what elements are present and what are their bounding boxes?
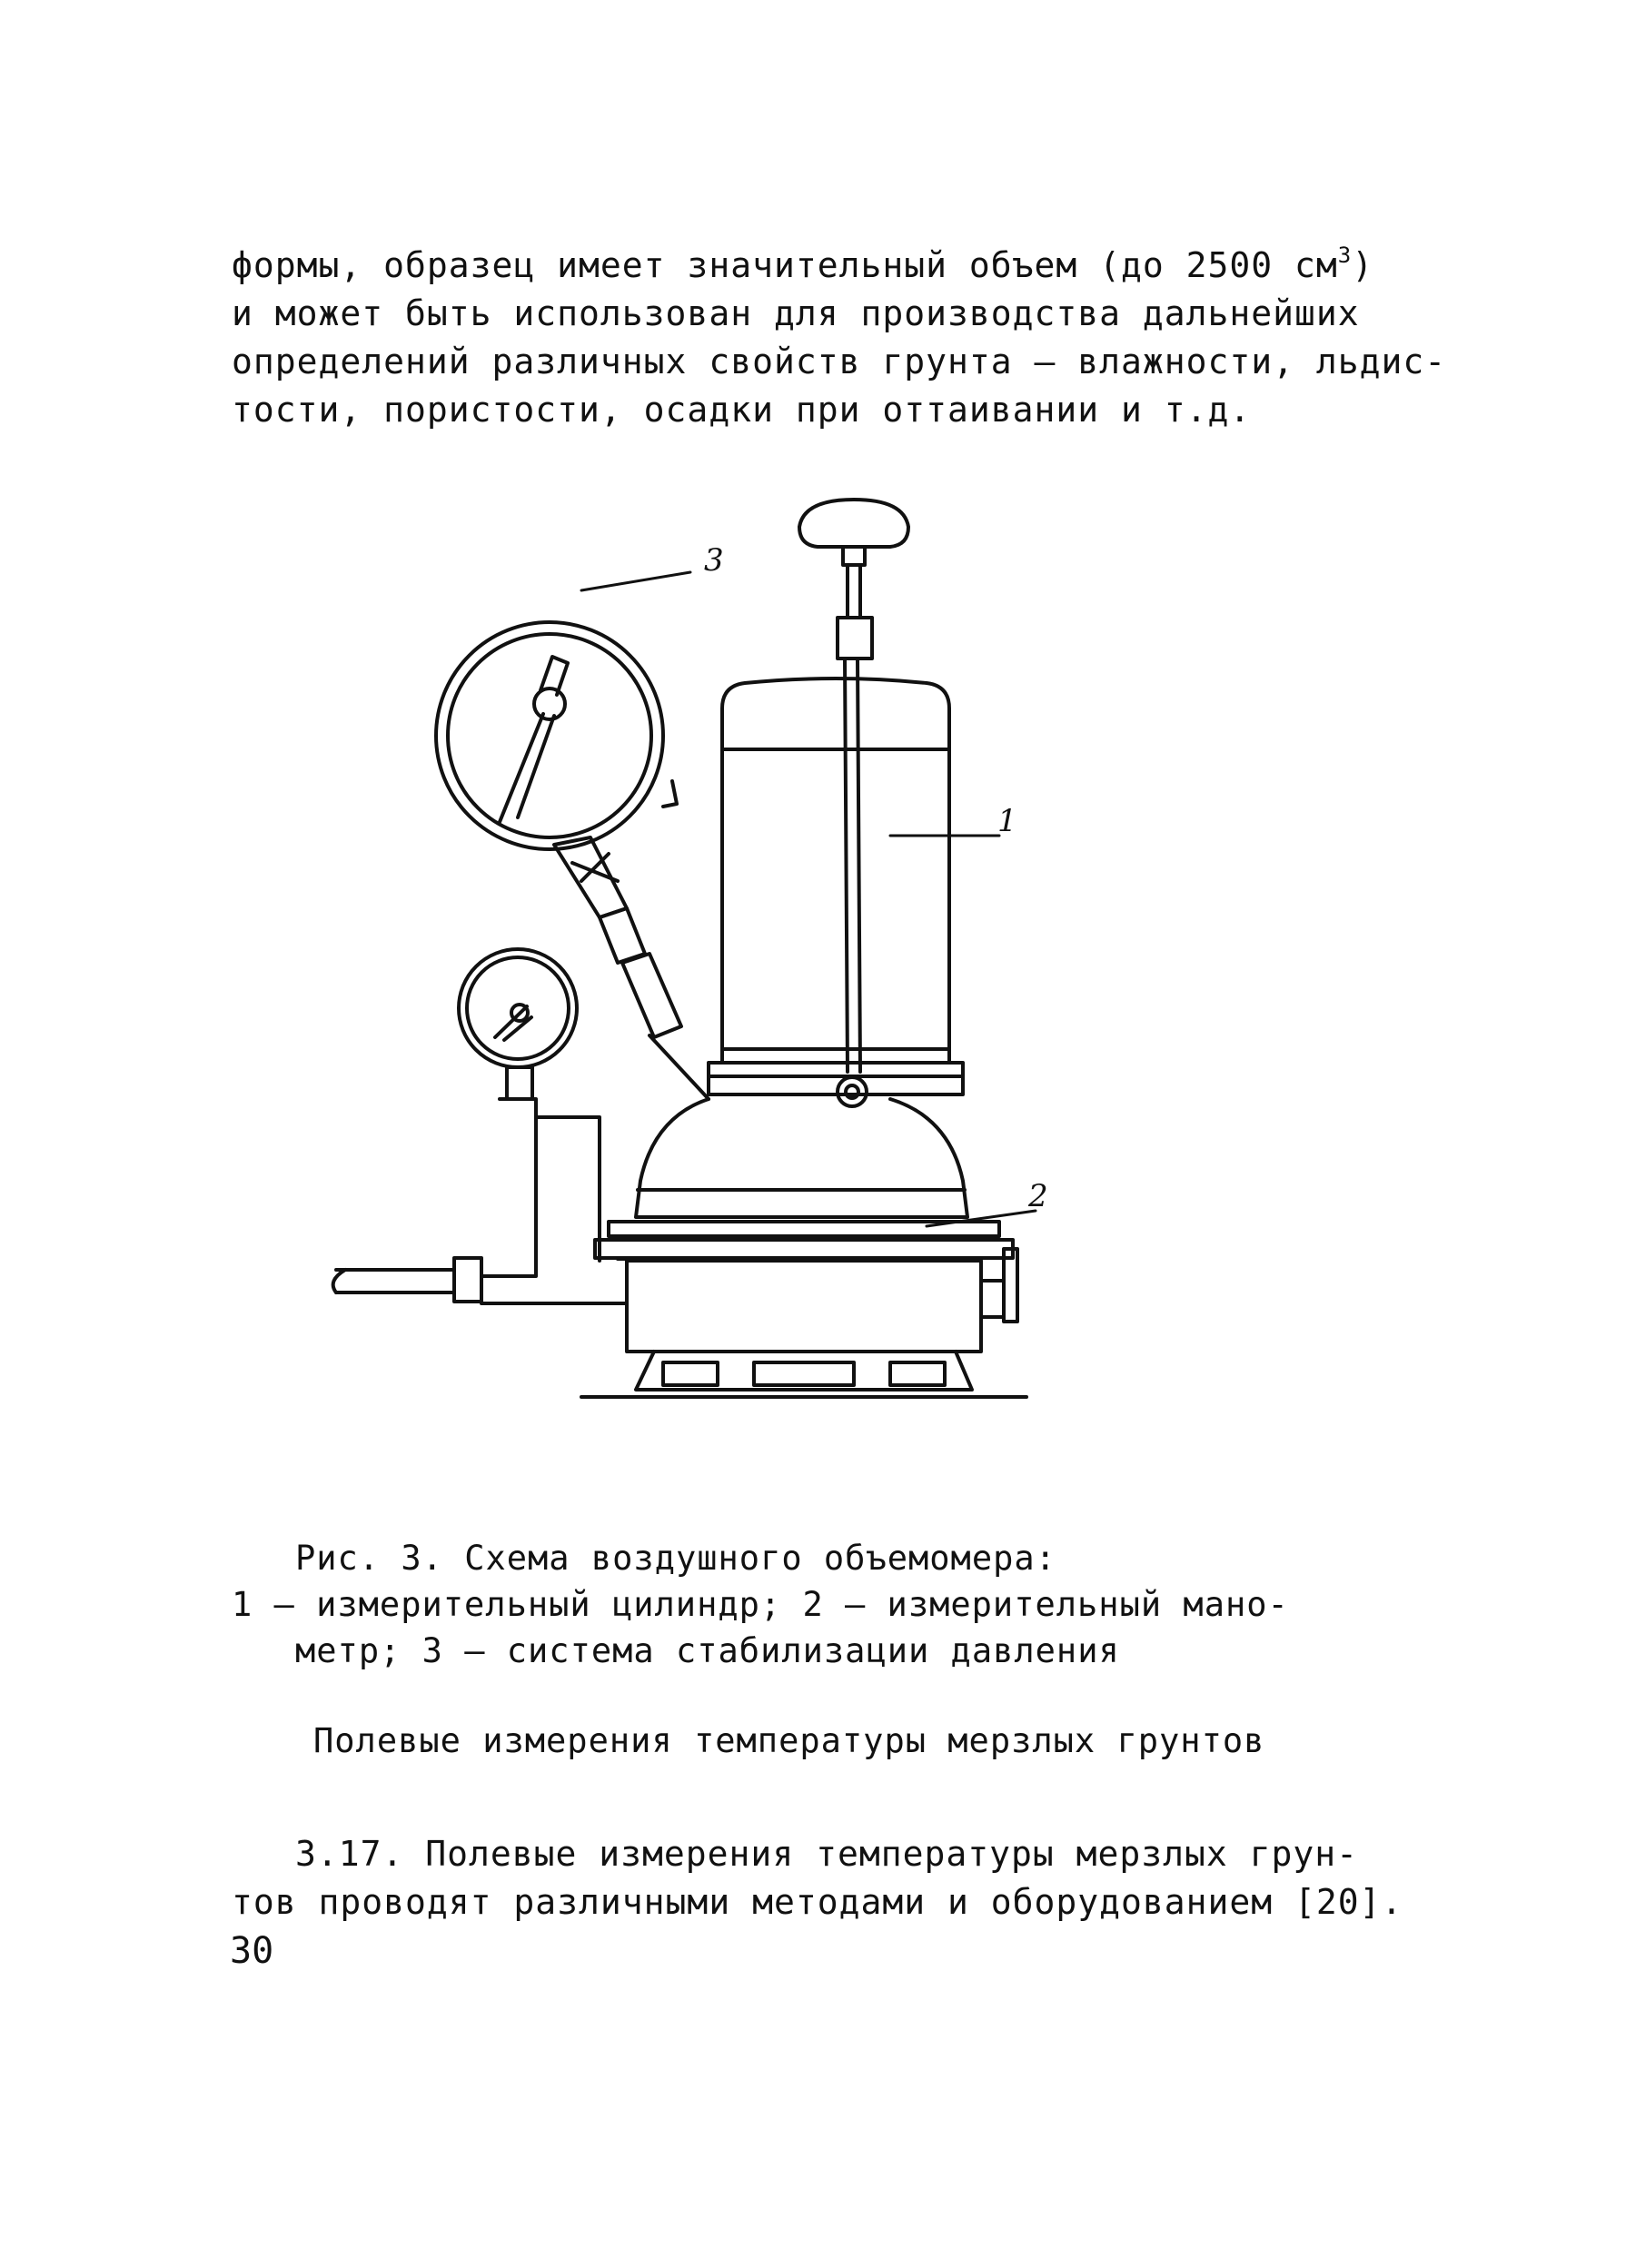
superscript: 3 xyxy=(1337,243,1353,268)
hinge xyxy=(838,1077,867,1106)
label-2: 2 xyxy=(1028,1178,1048,1214)
caption-line: метр; 3 – система стабилизации давления xyxy=(295,1631,1120,1670)
pressure-gauge-large xyxy=(436,622,677,849)
paragraph-line: тости, пористости, осадки при оттаивании и т.д. xyxy=(232,390,1252,430)
figure-caption xyxy=(232,1535,1440,1674)
page-number: 30 xyxy=(230,1930,274,1972)
caption-title: Рис. 3. Схема воздушного объемомера: xyxy=(295,1539,1056,1578)
paragraph-line: формы, образец имеет значительный объем (до 2500 $см^3$) xyxy=(232,243,1374,285)
paragraph-line: тов проводят различными методами и оборудованием [20]. xyxy=(232,1882,1403,1922)
label-1: 1 xyxy=(997,803,1017,839)
pressure-gauge-small xyxy=(459,949,577,1099)
knob xyxy=(799,500,908,565)
section-heading: Полевые измерения температуры мерзлых грунтов xyxy=(313,1721,1265,1760)
measuring-base xyxy=(581,1099,1026,1397)
paragraph-line: 3.17. Полевые измерения температуры мерзлых грун- xyxy=(295,1834,1359,1874)
paragraph-line: и может быть использован для производства дальнейших xyxy=(232,293,1360,333)
bottom-paragraph xyxy=(232,1830,1440,1926)
caption-line: 1 – измерительный цилиндр; 2 – измерительный мано- xyxy=(232,1585,1289,1624)
measuring-cylinder xyxy=(709,678,963,1094)
air-volumeter-diagram xyxy=(309,481,1190,1462)
top-paragraph xyxy=(232,232,1447,434)
gauge-connector xyxy=(554,837,709,1099)
rod xyxy=(838,565,872,1072)
paragraph-line: определений различных свойств грунта – влажности, льдис- xyxy=(232,342,1447,381)
leader-lines xyxy=(581,572,1036,1226)
inlet-pipe xyxy=(333,1099,627,1303)
label-3: 3 xyxy=(704,542,724,579)
